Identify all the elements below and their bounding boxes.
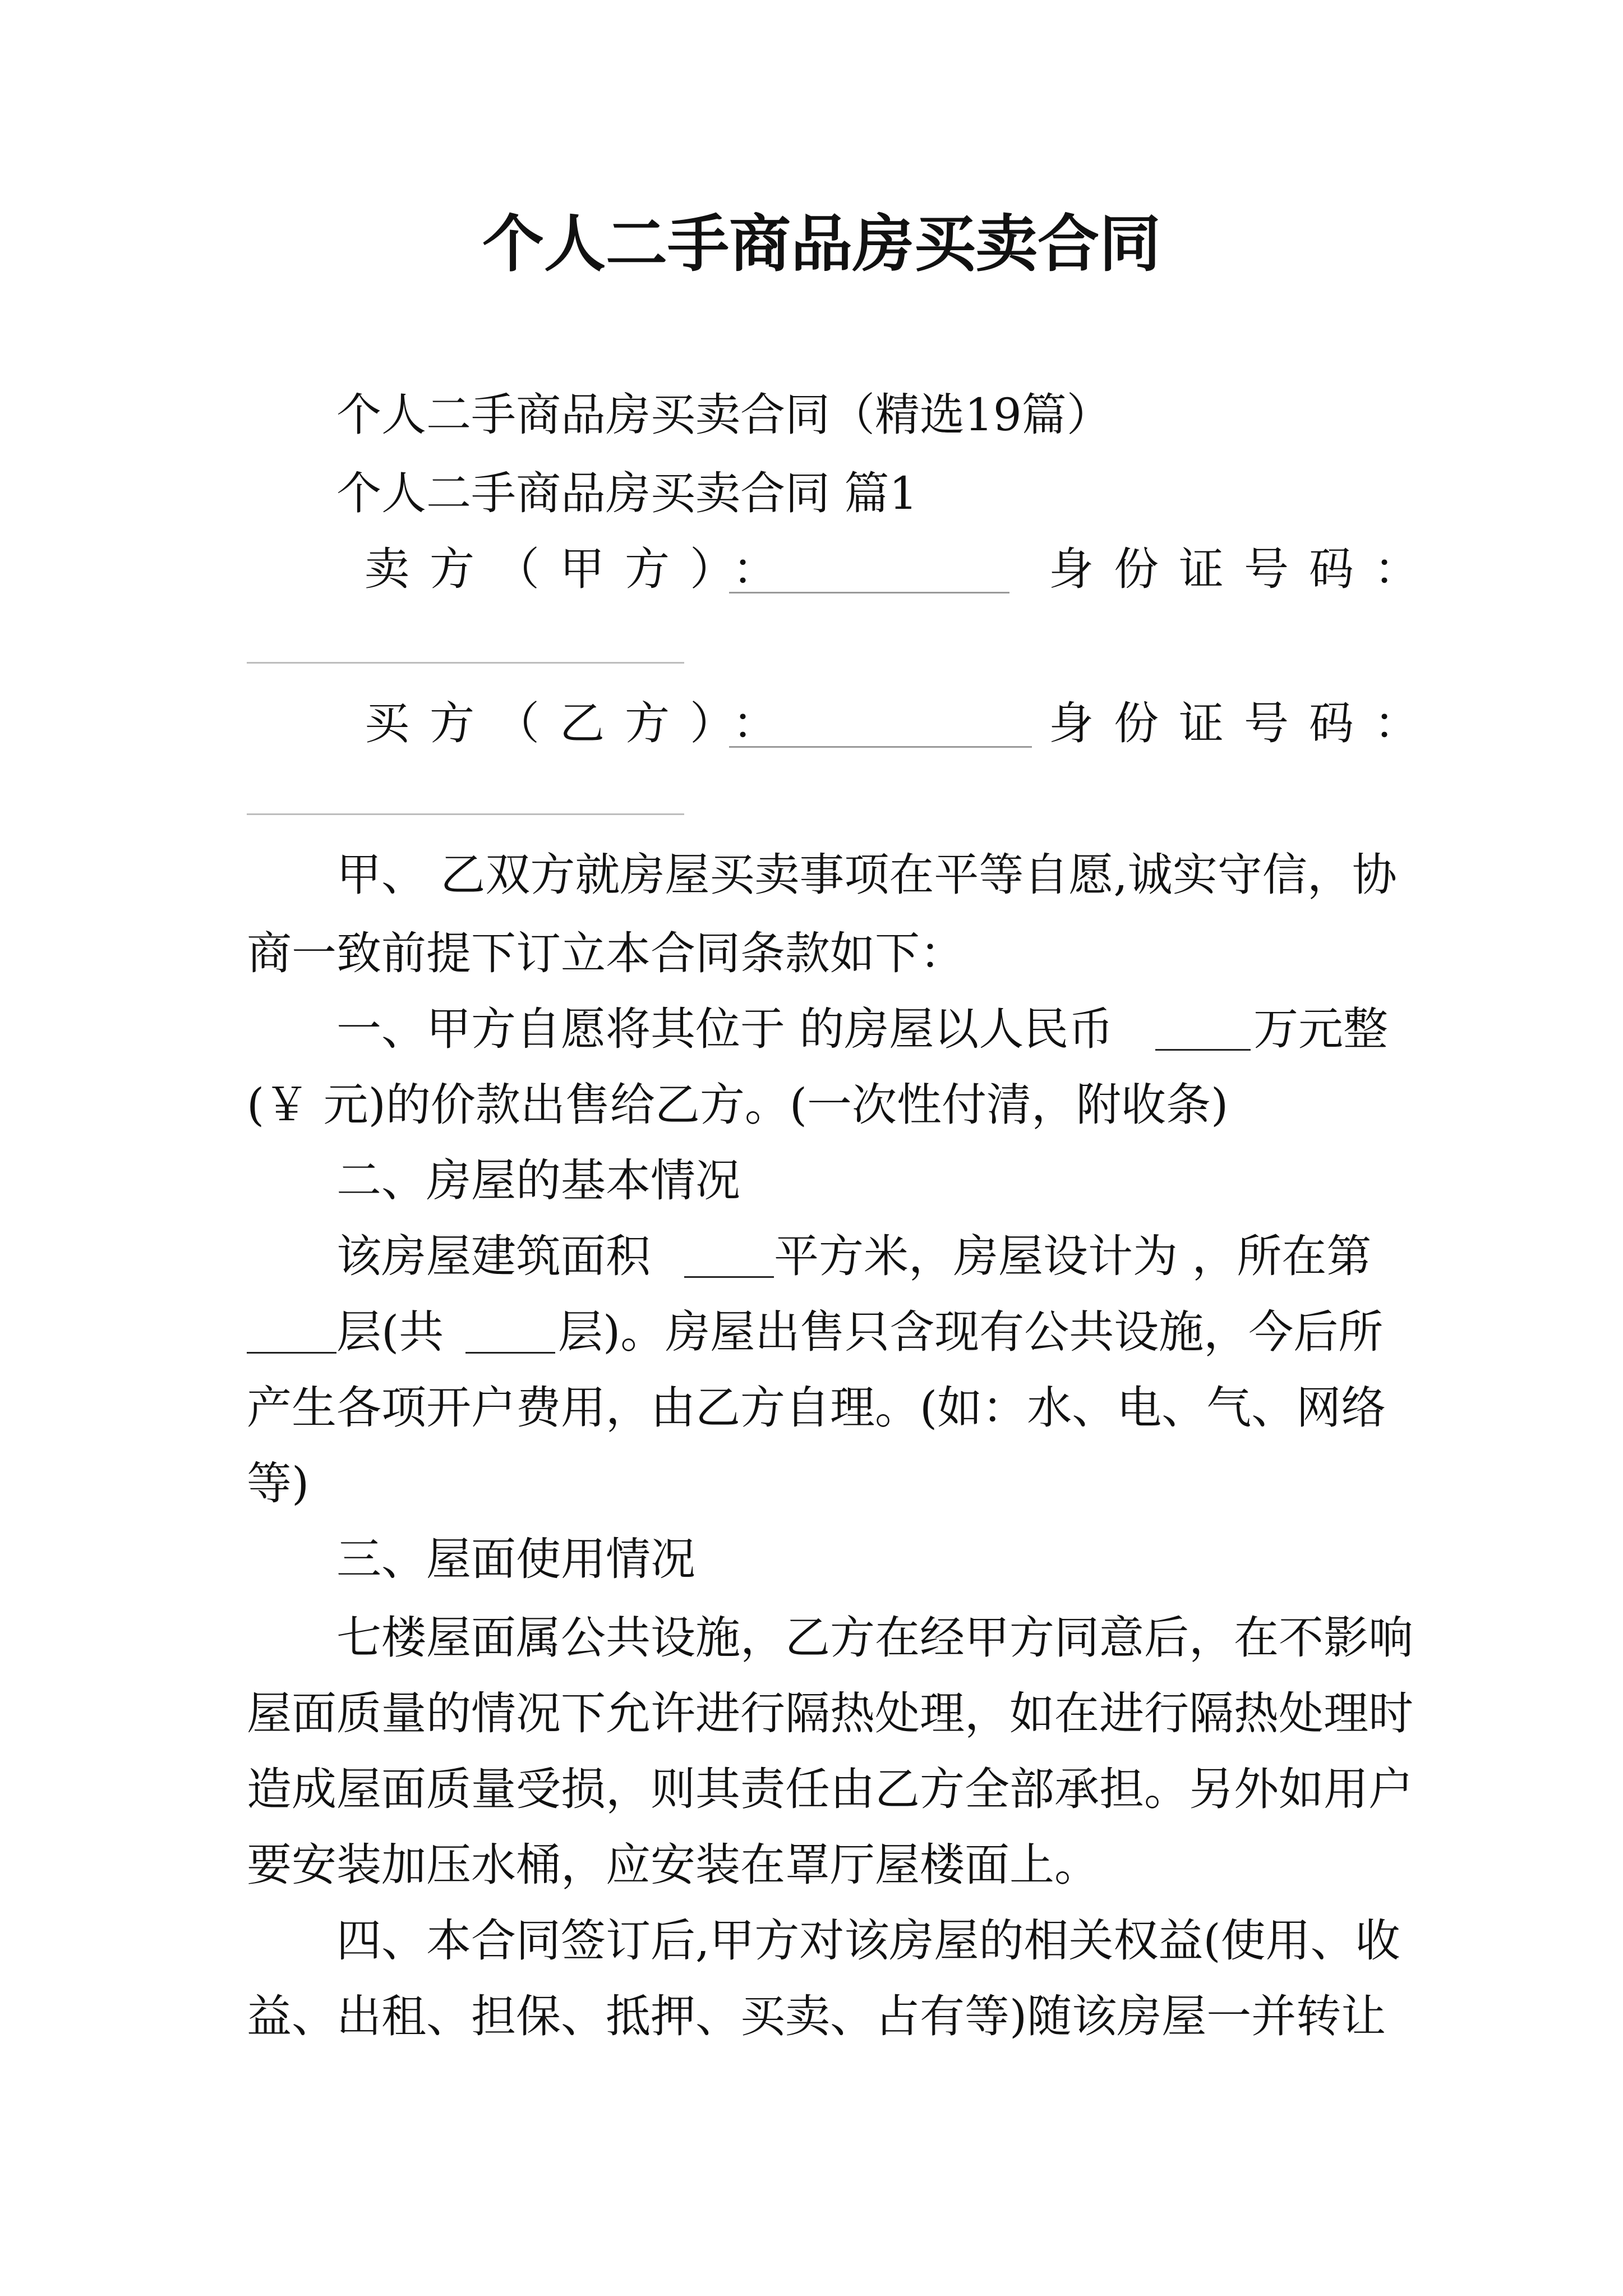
- clause3-line1: 七楼屋面属公共设施，乙方在经甲方同意后，在不影响: [336, 1612, 1413, 1664]
- clause2-line3: 产生各项开户费用，由乙方自理。(如：水、电、气、网络: [247, 1382, 1386, 1434]
- clause2-line2b: 层)。房屋出售只含现有公共设施，今后所: [558, 1306, 1384, 1358]
- seller-id-label: 身份证号码：: [1049, 543, 1439, 595]
- para1-line1: 甲、 乙双方就房屋买卖事项在平等自愿,诚实守信，协: [336, 849, 1397, 901]
- total-floors-blank: [465, 1352, 555, 1354]
- price-blank: [1155, 1049, 1251, 1051]
- clause4-line2: 益、出租、担保、抵押、买卖、占有等)随该房屋一并转让: [247, 1990, 1386, 2042]
- seller-id-blank: [247, 662, 684, 664]
- seller-label: 卖方（甲方）：: [365, 543, 797, 595]
- clause3-heading: 三、屋面使用情况: [336, 1533, 695, 1585]
- clause1-line1a: 一、甲方自愿将其位于 的房屋以人民币: [336, 1003, 1114, 1055]
- buyer-name-blank: [729, 746, 1032, 748]
- clause2-heading: 二、房屋的基本情况: [336, 1154, 740, 1207]
- area-blank: [684, 1276, 774, 1278]
- clause1-line1b: 万元整: [1253, 1003, 1388, 1055]
- para1-line2: 商一致前提下订立本合同条款如下：: [247, 927, 965, 979]
- buyer-label: 买方（乙方）：: [365, 697, 797, 749]
- buyer-id-blank: [247, 813, 684, 815]
- clause3-line2: 屋面质量的情况下允许进行隔热处理，如在进行隔热处理时: [247, 1687, 1413, 1740]
- clause3-line4: 要安装加压水桶，应安装在罩厅屋楼面上。: [247, 1839, 1099, 1891]
- clause4-line1: 四、本合同签订后,甲方对该房屋的相关权益(使用、收: [336, 1915, 1400, 1967]
- section-heading: 个人二手商品房买卖合同 篇1: [336, 467, 918, 519]
- clause2-line2a: 层(共: [336, 1306, 444, 1358]
- document-title: 个人二手商品房买卖合同: [482, 208, 1161, 280]
- clause1-line2: (￥ 元)的价款出售给乙方。(一次性付清，附收条): [247, 1079, 1229, 1131]
- buyer-id-label: 身份证号码：: [1049, 697, 1439, 749]
- clause3-line3: 造成屋面质量受损，则其责任由乙方全部承担。另外如用户: [247, 1763, 1413, 1815]
- clause2-line4: 等): [247, 1457, 310, 1510]
- document-subtitle: 个人二手商品房买卖合同（精选19篇）: [336, 389, 1112, 441]
- floor-blank: [247, 1352, 336, 1354]
- seller-name-blank: [729, 592, 1009, 593]
- clause2-line1b: 平方米，房屋设计为 ，所在第: [774, 1230, 1372, 1282]
- clause2-line1a: 该房屋建筑面积: [336, 1230, 651, 1282]
